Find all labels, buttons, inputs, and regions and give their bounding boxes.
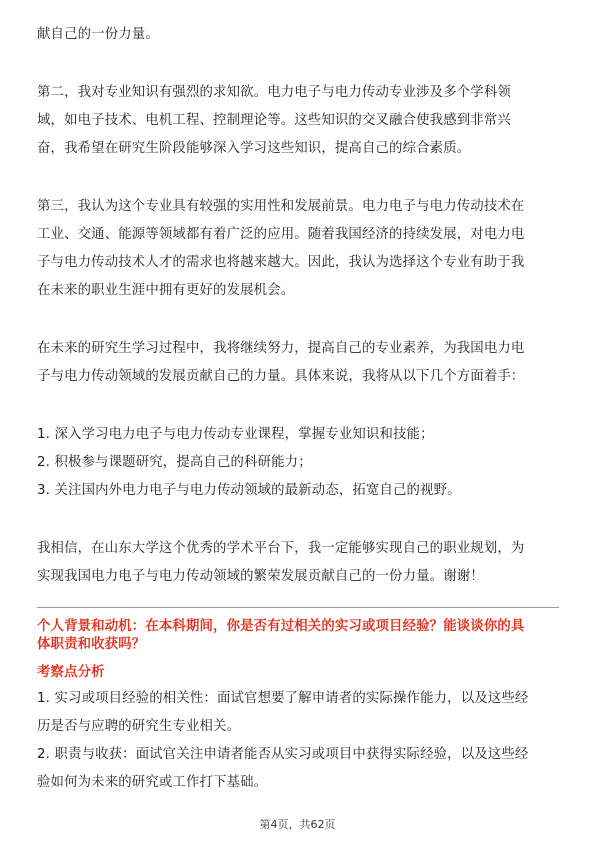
analysis-line: 2. 职责与收获：面试官关注申请者能否从实习或项目中获得实际经验，以及这些经 — [37, 747, 529, 762]
analysis-line: 历是否与应聘的研究生专业相关。 — [37, 719, 241, 734]
paragraph-line: 在未来的研究生学习过程中，我将继续努力，提高自己的专业素养，为我国电力电 — [37, 341, 525, 356]
paragraph-line: 子与电力传动技术人才的需求也将越来越大。因此，我认为选择这个专业有助于我 — [37, 255, 525, 270]
list-item: 3. 关注国内外电力电子与电力传动领域的最新动态，拓宽自己的视野。 — [37, 483, 461, 498]
analysis-line: 1. 实习或项目经验的相关性：面试官想要了解申请者的实际操作能力，以及这些经 — [37, 691, 529, 706]
paragraph-line: 域，如电子技术、电机工程、控制理论等。这些知识的交叉融合使我感到非常兴 — [37, 113, 511, 128]
page-number: 第4页，共62页 — [259, 818, 336, 831]
paragraph-line: 献自己的一份力量。 — [37, 27, 159, 42]
paragraph-line: 在未来的职业生涯中拥有更好的发展机会。 — [37, 283, 295, 298]
paragraph-line: 第三，我认为这个专业具有较强的实用性和发展前景。电力电子与电力传动技术在 — [37, 199, 525, 214]
paragraph-line: 子与电力传动领域的发展贡献自己的力量。具体来说，我将从以下几个方面着手： — [37, 369, 525, 384]
list-item: 2. 积极参与课题研究，提高自己的科研能力； — [37, 455, 312, 470]
analysis-line: 验如何为未来的研究或工作打下基础。 — [37, 775, 268, 790]
paragraph-line: 我相信，在山东大学这个优秀的学术平台下，我一定能够实现自己的职业规划，为 — [37, 541, 525, 556]
section-divider — [37, 607, 559, 608]
paragraph-line: 实现我国电力电子与电力传动领域的繁荣发展贡献自己的一份力量。谢谢！ — [37, 569, 484, 584]
list-item: 1. 深入学习电力电子与电力传动专业课程，掌握专业知识和技能； — [37, 427, 434, 442]
question-heading-line: 体职责和收获吗？ — [37, 637, 146, 652]
paragraph-line: 工业、交通、能源等领域都有着广泛的应用。随着我国经济的持续发展，对电力电 — [37, 227, 525, 242]
analysis-heading: 考察点分析 — [37, 665, 105, 680]
paragraph-line: 奋，我希望在研究生阶段能够深入学习这些知识，提高自己的综合素质。 — [37, 141, 471, 156]
question-heading-line: 个人背景和动机：在本科期间，你是否有过相关的实习或项目经验？能谈谈你的具 — [37, 619, 525, 634]
paragraph-line: 第二，我对专业知识有强烈的求知欲。电力电子与电力传动专业涉及多个学科领 — [37, 85, 511, 100]
